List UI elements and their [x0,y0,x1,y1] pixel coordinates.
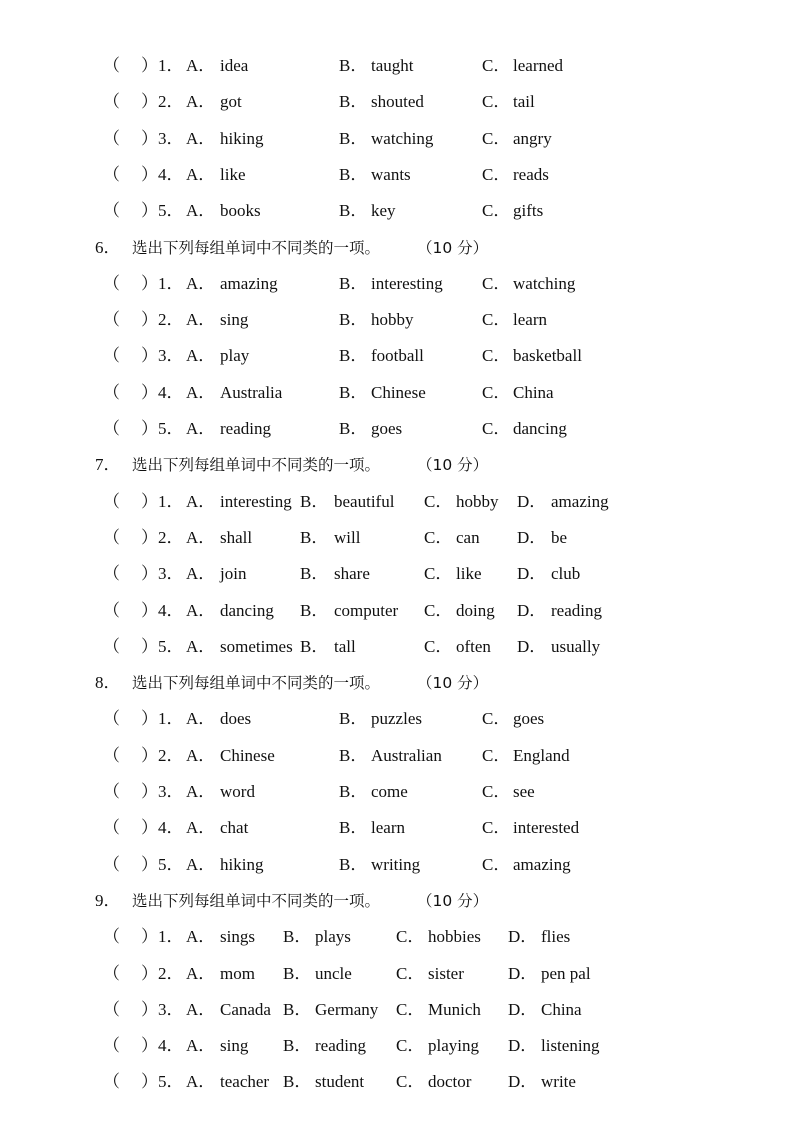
option-word: student [315,1072,365,1092]
answer-blank-open[interactable]: （ [103,782,120,801]
option-word: reading [315,1036,366,1056]
option-letter: A． [186,709,216,729]
option-letter: B． [339,382,368,402]
answer-blank-open[interactable]: （ [103,854,120,874]
option-letter: B． [339,310,368,330]
option-letter: A． [186,963,216,983]
option-letter: C． [482,419,511,438]
question-number: 5． [158,201,184,221]
option-word: write [541,1072,576,1092]
answer-blank-open[interactable]: （ [103,709,120,729]
answer-blank-open[interactable]: （ [103,600,120,620]
option-word: sometimes [220,636,293,656]
option-letter: B． [339,419,368,438]
option-letter: A． [186,201,216,221]
question-row [0,1034,794,1058]
option-letter: A． [186,854,216,874]
option-word: shall [220,527,253,547]
question-number: 3． [158,564,184,584]
option-word: wants [371,164,411,184]
option-letter: A． [186,419,216,438]
section-points: （10 分） [417,456,489,475]
section-number: 7． [95,455,121,475]
option-letter: C． [482,854,511,874]
option-letter: A． [186,92,216,112]
option-word: computer [334,600,399,620]
section-instruction: 选出下列每组单词中不同类的一项。 [132,238,381,257]
question-number: 1． [158,491,184,511]
answer-blank-open[interactable]: （ [103,419,120,438]
answer-blank-close: ） [141,273,158,293]
section-points: （10 分） [417,238,489,257]
question-row [0,998,794,1022]
option-letter: D． [517,600,547,620]
answer-blank-close: ） [141,818,158,838]
answer-blank-open[interactable]: （ [103,273,120,293]
answer-blank-close: ） [141,782,158,801]
answer-blank-open[interactable]: （ [103,999,120,1019]
answer-blank-open[interactable]: （ [103,636,120,656]
option-letter: A． [186,527,216,547]
option-word: reading [551,600,602,620]
question-row [0,199,794,223]
option-letter: C． [396,1036,425,1056]
option-letter: C． [396,927,425,947]
option-word: word [220,782,255,801]
answer-blank-close: ） [141,92,158,112]
option-letter: C． [482,201,511,221]
option-letter: C． [482,164,511,184]
option-letter: B． [300,491,329,511]
answer-blank-open[interactable]: （ [103,527,120,547]
option-word: amazing [513,854,571,874]
answer-blank-open[interactable]: （ [103,927,120,947]
option-letter: B． [339,92,368,112]
answer-blank-close: ） [141,527,158,547]
question-number: 5． [158,419,184,438]
option-letter: A． [186,927,216,947]
option-word: share [334,564,370,584]
option-word: reading [220,419,271,438]
option-letter: B． [339,854,368,874]
question-row [0,90,794,114]
option-word: got [220,92,242,112]
option-letter: B． [300,636,329,656]
answer-blank-open[interactable]: （ [103,92,120,112]
option-letter: D． [517,636,547,656]
answer-blank-open[interactable]: （ [103,491,120,511]
option-letter: B． [339,782,368,801]
option-word: England [513,745,570,765]
option-word: China [513,382,554,402]
question-number: 5． [158,854,184,874]
answer-blank-close: ） [141,963,158,983]
question-number: 4． [158,600,184,620]
option-letter: B． [300,564,329,584]
option-word: join [220,564,247,584]
answer-blank-close: ） [141,491,158,511]
option-letter: B． [339,201,368,221]
answer-blank-open[interactable]: （ [103,1072,120,1092]
option-word: uncle [315,963,352,983]
question-number: 1． [158,273,184,293]
option-letter: C． [396,963,425,983]
option-word: will [334,527,361,547]
answer-blank-close: ） [141,999,158,1019]
question-number: 1． [158,56,184,75]
answer-blank-open[interactable]: （ [103,128,120,148]
option-word: plays [315,927,351,947]
answer-blank-close: ） [141,310,158,330]
answer-blank-open[interactable]: （ [103,963,120,983]
question-row [0,562,794,586]
question-number: 4． [158,164,184,184]
option-word: doing [456,600,495,620]
option-word: hobby [456,491,499,511]
option-letter: A． [186,56,216,75]
option-letter: D． [517,564,547,584]
option-word: basketball [513,346,582,366]
option-word: angry [513,128,552,148]
question-number: 2． [158,963,184,983]
section-number: 8． [95,673,121,693]
option-letter: A． [186,1036,216,1056]
option-word: tail [513,92,535,112]
question-number: 4． [158,1036,184,1056]
option-word: taught [371,56,414,75]
option-letter: A． [186,782,216,801]
option-letter: A． [186,164,216,184]
option-word: dancing [513,419,567,438]
answer-blank-close: ） [141,745,158,765]
question-row [0,163,794,187]
option-word: club [551,564,581,584]
answer-blank-close: ） [141,636,158,656]
question-row [0,54,794,78]
option-letter: C． [396,1072,425,1092]
section-points: （10 分） [417,891,489,910]
answer-blank-close: ） [141,709,158,729]
question-row [0,308,794,332]
option-letter: D． [508,1036,538,1056]
option-word: Chinese [220,745,275,765]
option-letter: D． [508,1072,538,1092]
option-letter: C． [424,636,453,656]
option-word: hobbies [428,927,481,947]
option-word: writing [371,854,421,874]
answer-blank-close: ） [141,382,158,402]
answer-blank-open[interactable]: （ [103,164,120,184]
option-letter: C． [396,999,425,1019]
option-letter: D． [508,999,538,1019]
option-letter: B． [300,600,329,620]
option-word: goes [371,419,403,438]
answer-blank-open[interactable]: （ [103,310,120,330]
question-number: 1． [158,709,184,729]
question-row [0,417,794,441]
question-number: 3． [158,128,184,148]
section-heading [0,236,794,260]
option-letter: B． [283,927,312,947]
option-word: idea [220,56,249,75]
option-letter: B． [283,999,312,1019]
answer-blank-close: ） [141,600,158,620]
option-letter: B． [339,709,368,729]
question-row [0,344,794,368]
option-word: play [220,346,250,366]
option-letter: B． [339,346,368,366]
answer-blank-close: ） [141,56,158,75]
question-row [0,490,794,514]
option-word: hiking [220,128,264,148]
option-letter: A． [186,346,216,366]
option-word: puzzles [371,709,422,729]
question-number: 4． [158,382,184,402]
question-number: 2． [158,92,184,112]
option-word: can [456,527,480,547]
question-number: 5． [158,636,184,656]
answer-blank-close: ） [141,346,158,366]
option-word: sing [220,310,249,330]
option-word: sings [220,927,255,947]
option-letter: B． [339,128,368,148]
question-row [0,526,794,550]
option-letter: C． [482,382,511,402]
option-letter: C． [482,818,511,838]
question-number: 1． [158,927,184,947]
answer-blank-close: ） [141,854,158,874]
option-letter: C． [482,310,511,330]
option-word: interesting [220,491,292,511]
answer-blank-close: ） [141,128,158,148]
option-letter: C． [482,745,511,765]
answer-blank-open[interactable]: （ [103,56,120,75]
option-word: football [371,346,424,366]
option-word: goes [513,709,545,729]
option-word: listening [541,1036,600,1056]
question-row [0,272,794,296]
question-number: 2． [158,527,184,547]
option-word: pen pal [541,963,591,983]
option-word: beautiful [334,491,395,511]
option-letter: A． [186,818,216,838]
question-row [0,1070,794,1094]
question-row [0,853,794,877]
option-letter: C． [424,491,453,511]
question-row [0,127,794,151]
option-word: like [456,564,482,584]
section-number: 6． [95,237,121,257]
option-letter: D． [508,927,538,947]
option-word: be [551,527,568,547]
question-row [0,381,794,405]
option-word: come [371,782,408,801]
answer-blank-open[interactable]: （ [103,346,120,366]
section-heading [0,453,794,477]
question-row [0,744,794,768]
answer-blank-open[interactable]: （ [103,1036,120,1056]
option-word: gifts [513,201,544,221]
option-word: chat [220,818,249,838]
option-letter: C． [482,128,511,148]
option-word: dancing [220,600,274,620]
option-word: does [220,709,252,729]
question-number: 2． [158,310,184,330]
option-letter: A． [186,564,216,584]
question-number: 2． [158,745,184,765]
option-letter: A． [186,1072,216,1092]
option-letter: B． [339,56,368,75]
option-word: hobby [371,310,414,330]
option-word: Chinese [371,382,426,402]
option-word: interesting [371,273,443,293]
option-word: Canada [220,999,271,1019]
option-letter: B． [339,273,368,293]
option-word: learned [513,56,564,75]
option-letter: A． [186,745,216,765]
option-word: watching [371,128,434,148]
option-word: tall [334,636,356,656]
answer-blank-open[interactable]: （ [103,745,120,765]
option-letter: B． [339,818,368,838]
question-row [0,780,794,804]
answer-blank-close: ） [141,1072,158,1092]
question-number: 3． [158,346,184,366]
section-points: （10 分） [417,674,489,693]
option-letter: A． [186,310,216,330]
option-word: usually [551,636,601,656]
option-word: hiking [220,854,264,874]
answer-blank-close: ） [141,1036,158,1056]
answer-blank-open[interactable]: （ [103,382,120,402]
question-row [0,962,794,986]
option-letter: C． [482,782,511,801]
option-letter: A． [186,491,216,511]
answer-blank-close: ） [141,419,158,438]
option-word: Australia [220,382,283,402]
option-letter: C． [482,709,511,729]
option-word: teacher [220,1072,270,1092]
answer-blank-close: ） [141,164,158,184]
option-word: key [371,201,396,221]
option-letter: A． [186,128,216,148]
option-letter: D． [517,527,547,547]
option-word: shouted [371,92,424,112]
option-word: Germany [315,999,379,1019]
section-instruction: 选出下列每组单词中不同类的一项。 [132,456,381,475]
option-word: sing [220,1036,249,1056]
option-letter: B． [283,1072,312,1092]
option-letter: C． [482,273,511,293]
option-word: mom [220,963,255,983]
option-word: playing [428,1036,479,1056]
option-word: flies [541,927,571,947]
answer-blank-open[interactable]: （ [103,818,120,838]
option-word: amazing [551,491,609,511]
option-word: Munich [428,999,481,1019]
option-word: China [541,999,582,1019]
question-row [0,925,794,949]
option-word: interested [513,818,580,838]
option-word: Australian [371,745,442,765]
option-letter: C． [424,600,453,620]
option-letter: A． [186,273,216,293]
answer-blank-close: ） [141,564,158,584]
option-word: like [220,164,246,184]
option-word: watching [513,273,576,293]
option-letter: A． [186,636,216,656]
question-number: 3． [158,782,184,801]
option-word: books [220,201,261,221]
section-instruction: 选出下列每组单词中不同类的一项。 [132,674,381,693]
option-letter: A． [186,382,216,402]
section-heading [0,889,794,913]
option-letter: C． [482,346,511,366]
option-letter: C． [482,56,511,75]
option-letter: B． [283,1036,312,1056]
option-word: doctor [428,1072,472,1092]
question-row [0,707,794,731]
section-number: 9． [95,890,121,910]
answer-blank-open[interactable]: （ [103,201,120,221]
option-letter: D． [517,491,547,511]
option-word: learn [371,818,405,838]
option-word: reads [513,164,549,184]
option-letter: B． [283,963,312,983]
section-instruction: 选出下列每组单词中不同类的一项。 [132,891,381,910]
question-number: 5． [158,1072,184,1092]
question-number: 3． [158,999,184,1019]
option-word: amazing [220,273,278,293]
option-word: see [513,782,535,801]
question-row [0,635,794,659]
option-letter: B． [339,745,368,765]
question-number: 4． [158,818,184,838]
option-word: sister [428,963,464,983]
option-letter: B． [300,527,329,547]
option-letter: A． [186,999,216,1019]
option-letter: D． [508,963,538,983]
answer-blank-open[interactable]: （ [103,564,120,584]
section-heading [0,671,794,695]
option-letter: C． [424,527,453,547]
option-letter: A． [186,600,216,620]
question-row [0,599,794,623]
answer-blank-close: ） [141,927,158,947]
option-letter: C． [424,564,453,584]
answer-blank-close: ） [141,201,158,221]
option-word: often [456,636,491,656]
question-row [0,816,794,840]
option-word: learn [513,310,547,330]
option-letter: B． [339,164,368,184]
option-letter: C． [482,92,511,112]
